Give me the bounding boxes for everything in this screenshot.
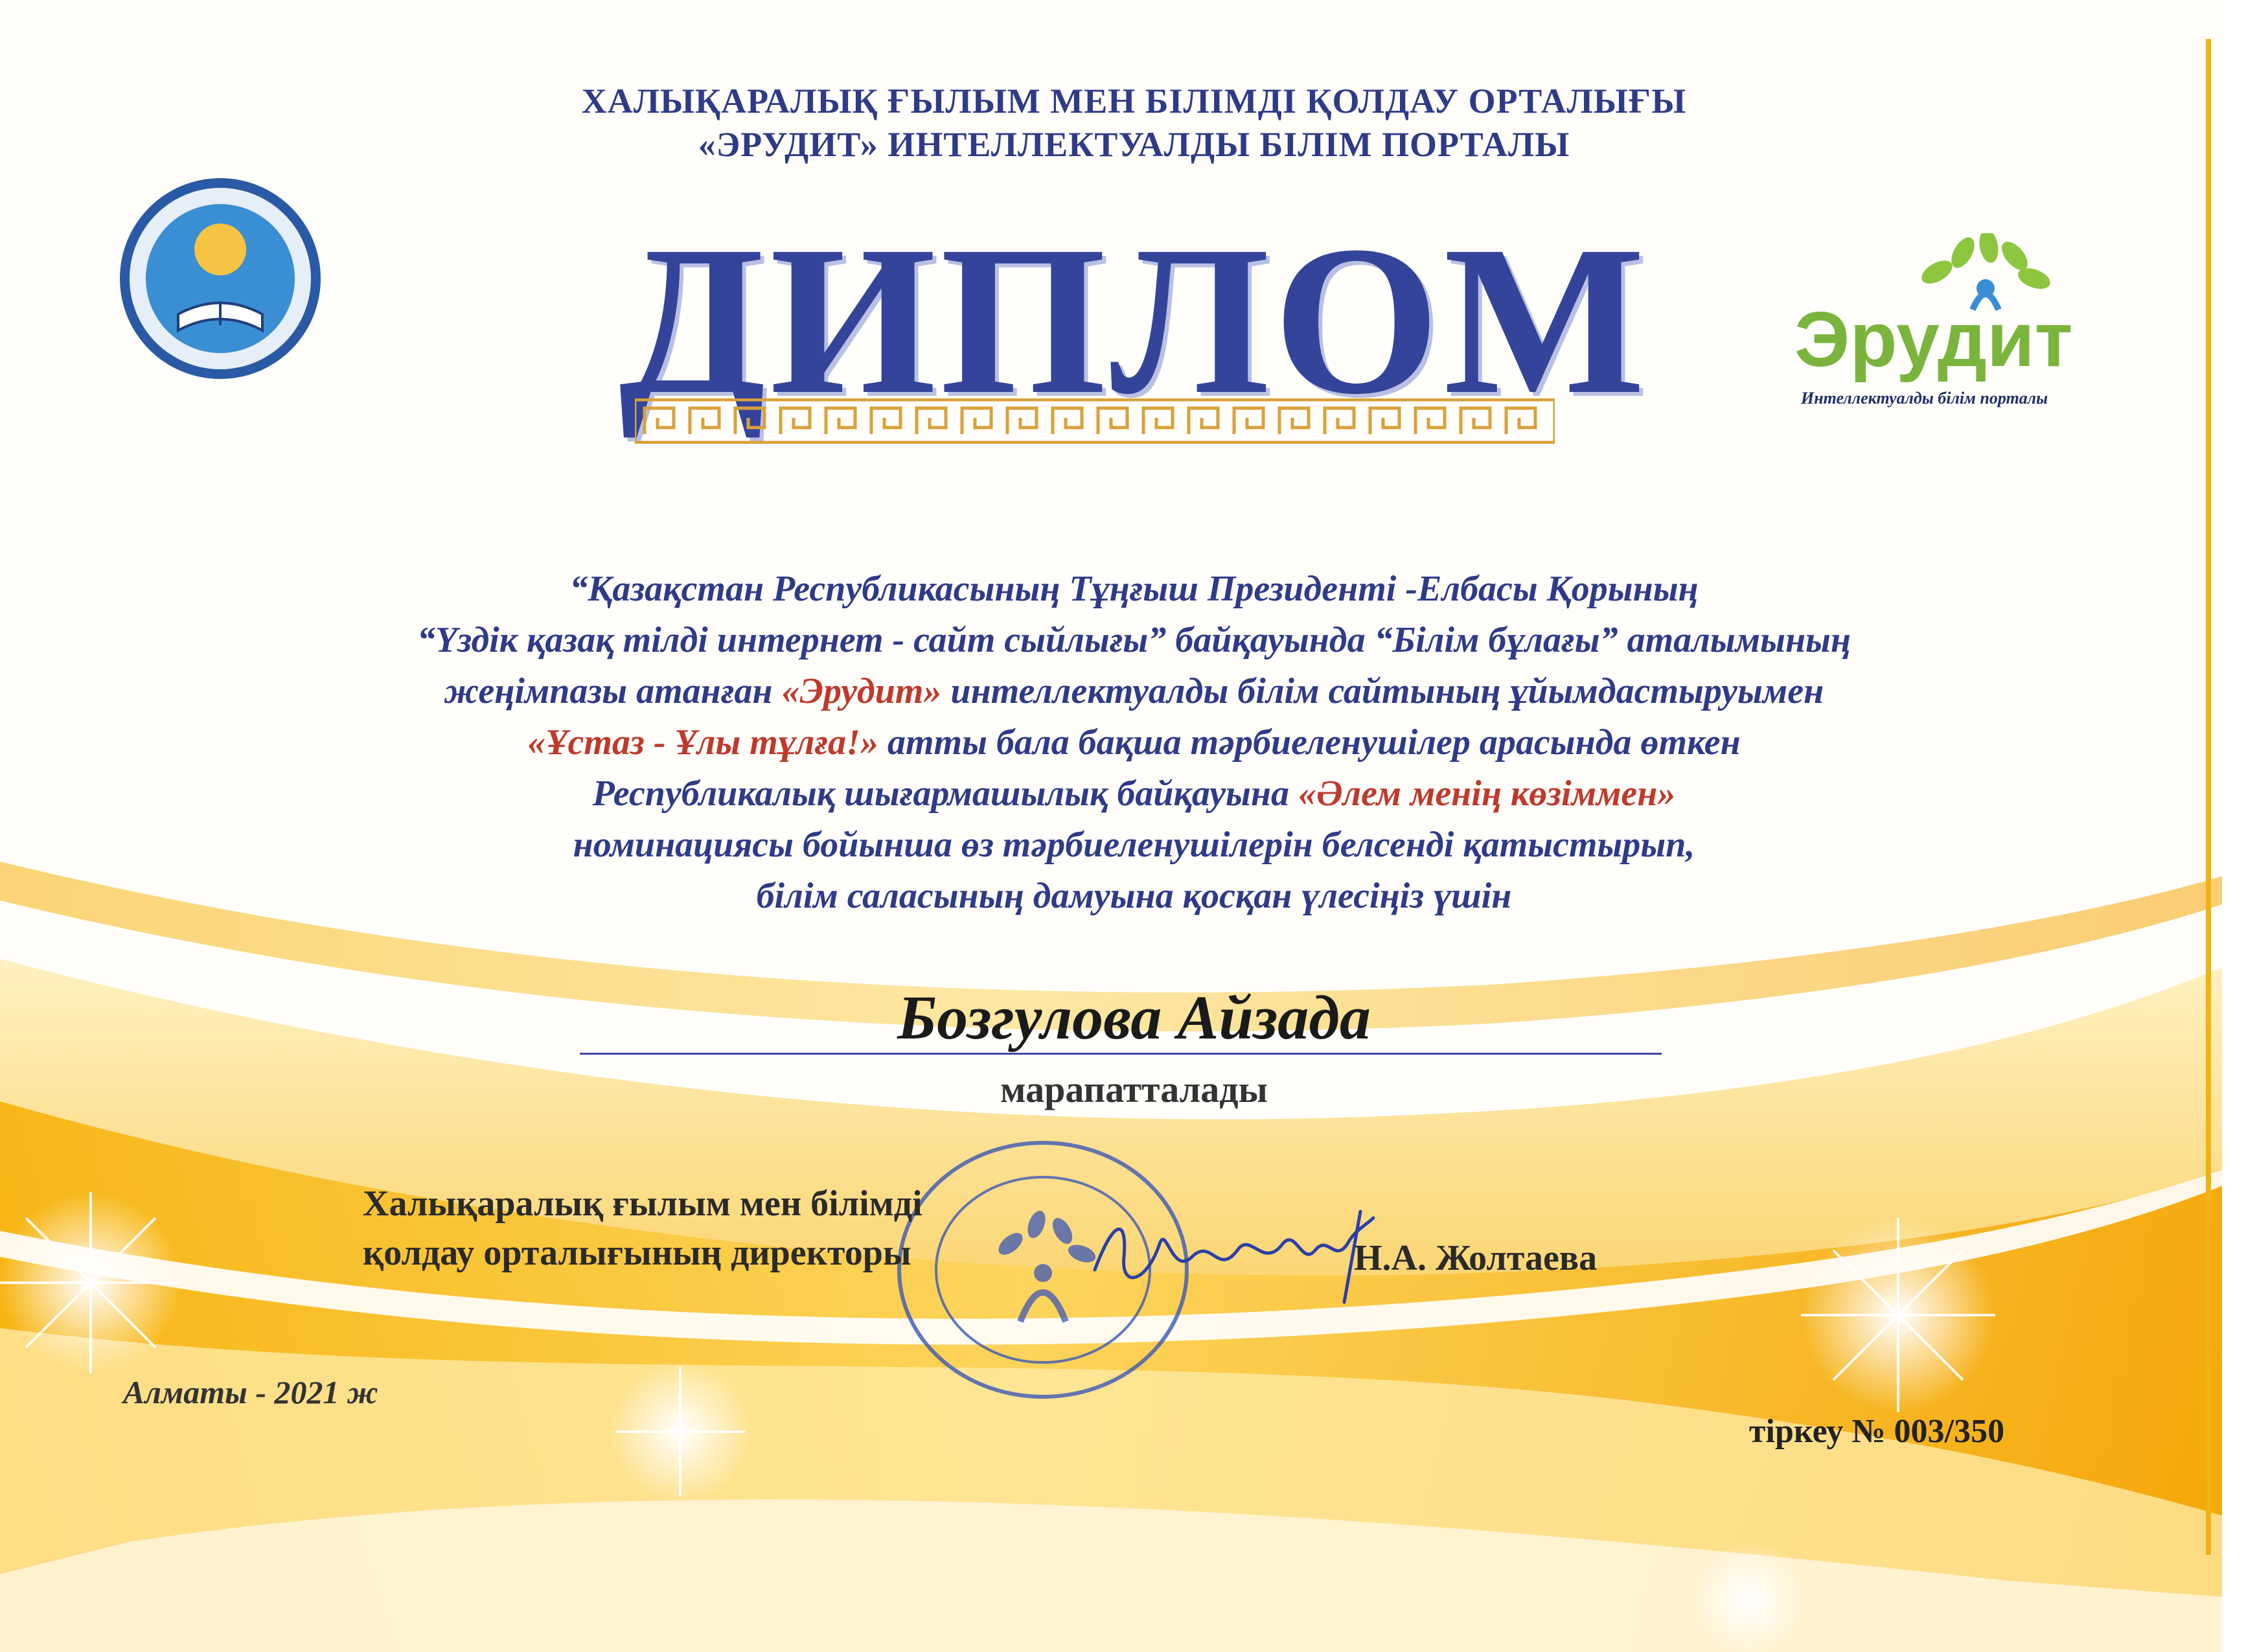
ornament-band <box>635 398 1555 444</box>
diploma-title: ДИПЛОМ <box>619 202 1649 439</box>
erudit-logo <box>1788 233 2151 415</box>
logo-brand: Эрудит <box>1794 296 2073 383</box>
organization-title: ХАЛЫҚАРАЛЫҚ ҒЫЛЫМ МЕН БІЛІМДІ ҚОЛДАУ ОРТАЛЫҒЫ <box>581 82 1687 120</box>
body-line-3-text-b: интеллектуалды білім сайтының ұйымдастыруымен <box>941 671 1824 711</box>
body-line-3-text-a: жеңімпазы атанған <box>444 671 782 711</box>
director-name: Н.А. Жолтаева <box>1354 1238 1598 1278</box>
body-line-3 <box>0 666 2268 717</box>
body-line-4-text: атты бала бақша тәрбиеленушілер арасында өткен <box>878 722 1741 763</box>
erudit-highlight: «Эрудит» <box>781 671 942 711</box>
name-underline <box>580 1053 1662 1055</box>
nomination-highlight: «Әлем менің көзіммен» <box>1298 774 1676 814</box>
logo-subtitle: Интеллектуалды білім порталы <box>1801 389 2048 407</box>
portal-title: «ЭРУДИТ» ИНТЕЛЛЕКТУАЛДЫ БІЛІМ ПОРТАЛЫ <box>698 125 1570 164</box>
body-line-4 <box>0 717 2268 768</box>
contest-name-highlight: «Ұстаз - Ұлы тұлға!» <box>527 722 878 763</box>
diploma-body-text <box>0 564 2268 922</box>
director-title-line-2: қолдау орталығының директоры <box>363 1233 911 1273</box>
body-line-7: білім саласының дамуына қосқан үлесіңіз үшін <box>756 876 1512 916</box>
recipient-name: Бозгулова Айзада <box>897 983 1371 1052</box>
registration-number: тіркеу № 003/350 <box>1749 1413 2005 1450</box>
city-year: Алматы - 2021 ж <box>123 1374 378 1410</box>
body-line-5 <box>0 768 2268 820</box>
body-line-2: “Үздік қазақ тілді интернет - сайт сыйлығы” байқауында “Білім бұлағы” аталымының <box>417 620 1851 660</box>
award-text: марапатталады <box>1000 1068 1268 1110</box>
signature-icon <box>1088 1205 1386 1309</box>
body-line-6: номинациясы бойынша өз тәрбиеленушілерін белсенді қатыстырып, <box>573 825 1695 865</box>
director-title <box>363 1179 922 1278</box>
body-line-5-text: Республикалық шығармашылық байқауына <box>592 774 1298 814</box>
director-title-line-1: Халықаралық ғылым мен білімді <box>363 1184 922 1224</box>
body-line-1: “Қазақстан Республикасының Тұңғыш Президенті -Елбасы Қорының <box>569 569 1699 609</box>
